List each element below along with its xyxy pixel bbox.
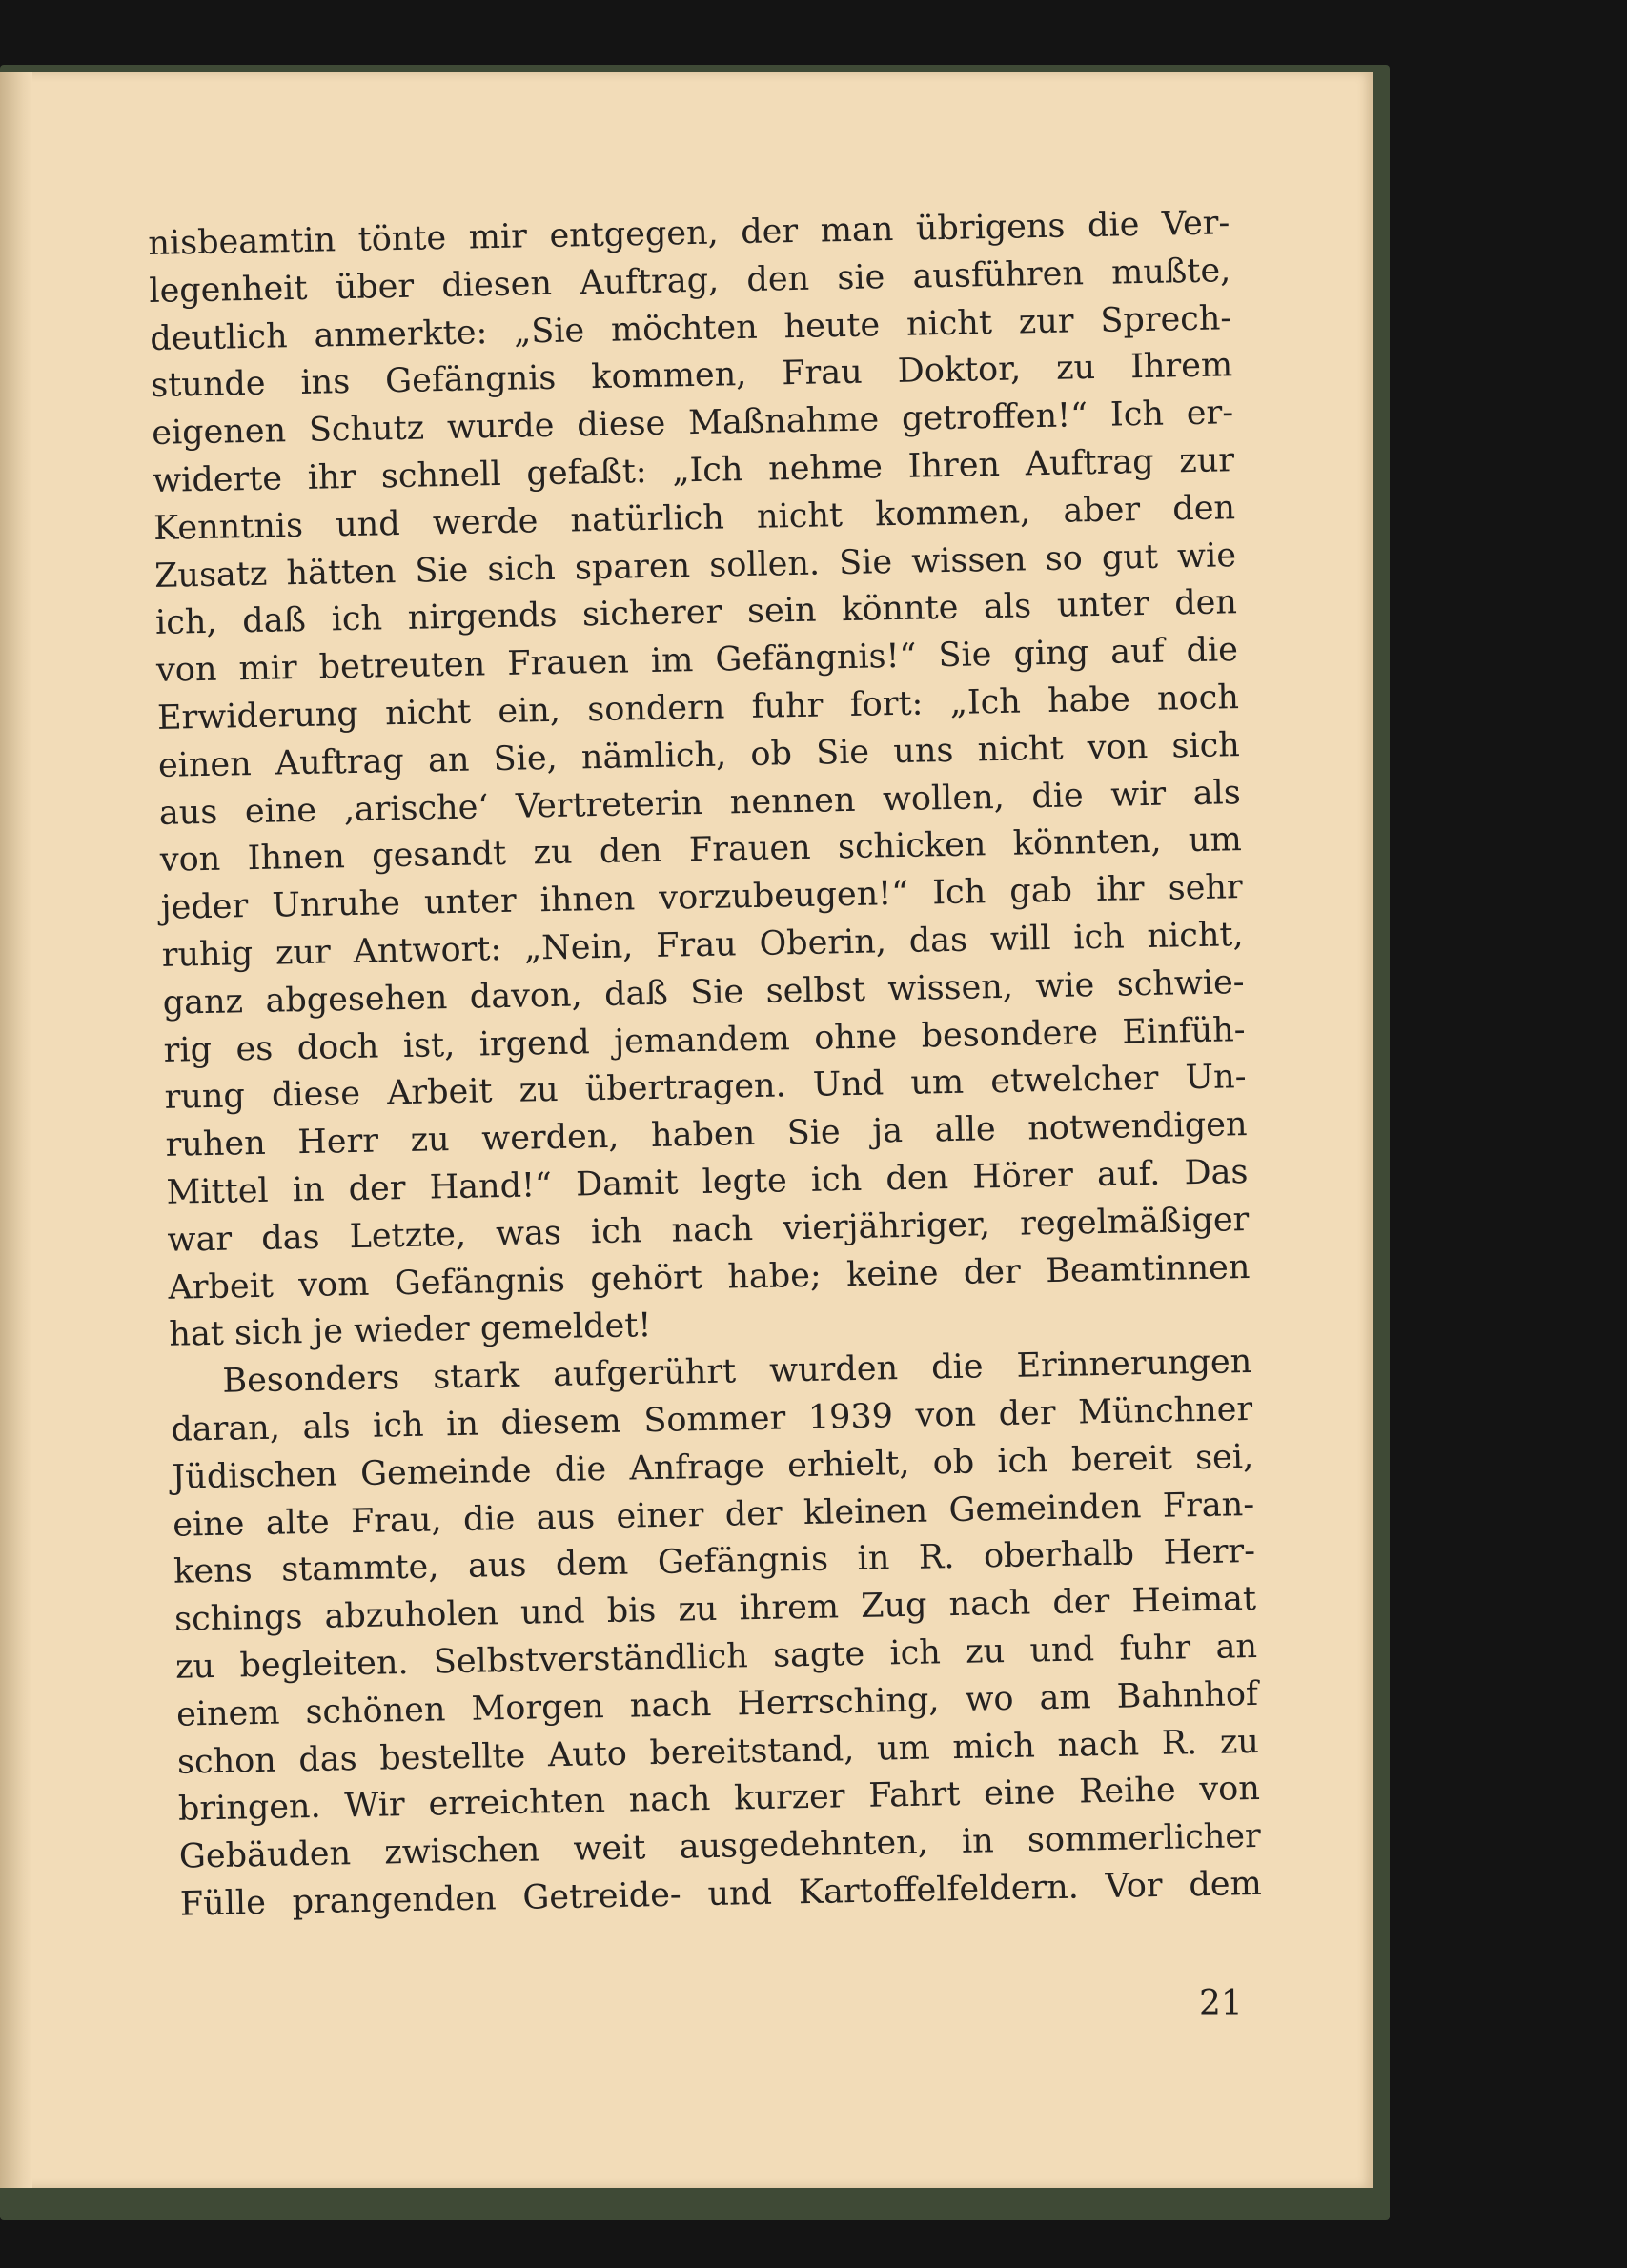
text-line: ruhen Herr zu werden, haben Sie ja alle notwendigen (165, 1105, 1248, 1164)
text-line: Fülle prangenden Getreide- und Kartoffelfeldern. Vor dem (179, 1864, 1263, 1924)
text-line: zu begleiten. Selbstverständlich sagte ich zu und fuhr an (174, 1627, 1258, 1687)
text-line: Erwiderung nicht ein, sondern fuhr fort: „Ich habe noch (156, 678, 1240, 738)
text-line: legenheit über diesen Auftrag, den sie ausführen mußte, (149, 251, 1231, 311)
text-line: daran, als ich in diesem Sommer 1939 von der Münchner (170, 1389, 1253, 1449)
text-line: deutlich anmerkte: „Sie möchten heute nicht zur Sprech- (149, 298, 1232, 358)
text-line: bringen. Wir erreichten nach kurzer Fahrt eine Reihe von (177, 1770, 1261, 1829)
text-line: eigenen Schutz wurde diese Maßnahme getroffen!“ Ich er- (151, 394, 1234, 454)
text-line: einen Auftrag an Sie, nämlich, ob Sie uns nicht von sich (157, 725, 1241, 785)
text-line: ruhig zur Antwort: „Nein, Frau Oberin, das will ich nicht, (161, 916, 1244, 975)
text-line: von mir betreuten Frauen im Gefängnis!“ Sie ging auf die (155, 631, 1239, 691)
text-line: jeder Unruhe unter ihnen vorzubeugen!“ Ich gab ihr sehr (160, 868, 1244, 928)
text-line: einem schönen Morgen nach Herrsching, wo am Bahnhof (175, 1674, 1259, 1734)
text-line: Jüdischen Gemeinde die Anfrage erhielt, ob ich bereit sei, (171, 1437, 1254, 1497)
text-line: eine alte Frau, die aus einer der kleinen Gemeinden Fran- (172, 1485, 1255, 1545)
text-line: schings abzuholen und bis zu ihrem Zug nach der Heimat (173, 1580, 1257, 1639)
text-line: widerte ihr schnell gefaßt: „Ich nehme Ihren Auftrag zur (152, 441, 1235, 500)
text-line: Arbeit vom Gefängnis gehört habe; keine der Beamtinnen (168, 1247, 1251, 1307)
text-line: Kenntnis und werde natürlich nicht kommen, aber den (153, 488, 1236, 548)
text-line: war das Letzte, was ich nach vierjähriger, regelmäßiger (167, 1200, 1250, 1260)
text-line: von Ihnen gesandt zu den Frauen schicken könnten, um (159, 820, 1243, 881)
text-line: Mittel in der Hand!“ Damit legte ich den Hörer auf. Das (166, 1152, 1249, 1212)
text-line: rig es doch ist, irgend jemandem ohne besondere Einfüh- (163, 1010, 1246, 1070)
text-line: rung diese Arbeit zu übertragen. Und um etwelcher Un- (164, 1058, 1247, 1118)
text-line: Besonders stark aufgerührt wurden die Erinnerungen (222, 1343, 1252, 1401)
page-number: 21 (1199, 1984, 1243, 2023)
text-line: ich, daß ich nirgends sicherer sein könnte als unter den (154, 583, 1238, 643)
text-line: Gebäuden zwischen weit ausgedehnten, in sommerlicher (178, 1816, 1262, 1876)
page-gutter-shadow (0, 72, 32, 2188)
text-line: schon das bestellte Auto bereitstand, um mich nach R. zu (176, 1722, 1260, 1782)
text-line: nisbeamtin tönte mir entgegen, der man übrigens die Ver- (148, 204, 1230, 263)
text-line: ganz abgesehen davon, daß Sie selbst wissen, wie schwie- (162, 962, 1245, 1023)
text-line: stunde ins Gefängnis kommen, Frau Doktor, zu Ihrem (150, 346, 1233, 406)
text-line: Zusatz hätten Sie sich sparen sollen. Sie wissen so gut wie (153, 536, 1237, 596)
text-line: kens stammte, aus dem Gefängnis in R. oberhalb Herr- (173, 1532, 1256, 1592)
text-line: hat sich je wieder gemeldet! (169, 1306, 652, 1355)
text-line: aus eine ‚arische‘ Vertreterin nennen wollen, die wir als (158, 773, 1242, 833)
body-text (148, 200, 1262, 1929)
